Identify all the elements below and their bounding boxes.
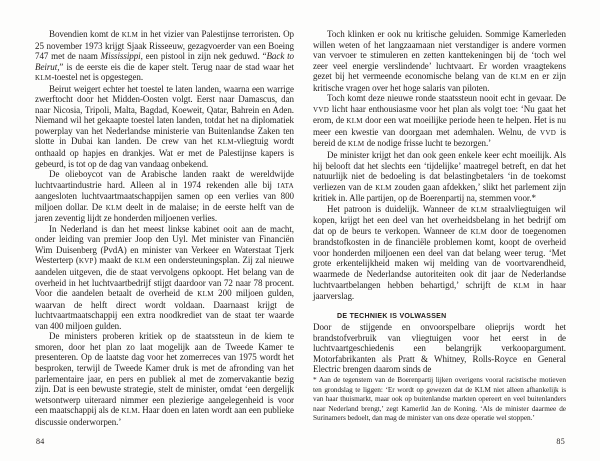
footnote: * Aan de tegenstem van de Boerenpartij lijken overigens vooral racistische motieven ten grondslag te liggen: ‘Er wordt op gewezen dat de KLM niet alleen afhankelijk is van haar thuismarkt, maar ook op buitenlandse markten opereert en veel buitenlanders naar Nederland brengt,’ zegt Kamerlid Jan de Koning. ‘Als de minister daarmee de Surinamers bedoelt, dan mag de minister van ons deze operatie wel stoppen.’ [313, 375, 566, 423]
paragraph: Door de stijgende en onvoorspelbare olieprijs wordt het brandstofverbruik van vliegtuigen voor het eerst in de luchtvaartgeschiedenis een belangrijk verkoopargument. Motorfabrikanten als Pratt & Whitney, Rolls-Royce en General Electric brengen daarom sinds de [313, 322, 566, 375]
page-right [300, 0, 600, 461]
page-number-right: 85 [556, 437, 565, 446]
paragraph: De minister krijgt het dan ook geen enkele keer echt moeilijk. Als hij belooft dat het slechts een ‘tijdelijke’ maatregel betreft, en dat het natuurlijk niet de bedoeling is dat belastingbetalers ‘in de toekomst verliezen van de KLM zouden gaan afdekken,’ slikt het parlement zijn kritiek in. Alle partijen, op de Boerenpartij na, stemmen voor.* [313, 150, 566, 204]
page-number-left: 84 [36, 437, 45, 446]
paragraph: Het patroon is duidelijk. Wanneer de KLM straalvliegtuigen wil kopen, krijgt het een deel van het overheidsbelang in het bedrijf om dat op de beurs te verkopen. Wanneer de KLM door de toegenomen brandstofkosten in de financiële problemen komt, koopt de overheid voor honderden miljoenen een deel van dat belang weer terug. ‘Met grote erkentelijkheid maken wij melding van de voortvarendheid, waarmede de Nederlandse autoriteiten ook dit jaar de Nederlandse luchtvaartbelangen hebben behartigd,’ schrijft de KLM in haar jaarverslag. [313, 203, 566, 302]
paragraph: De ministers proberen kritiek op de staatssteun in de kiem te smoren, door het plan zo laat mogelijk aan de Tweede Kamer te presenteren. Op de laatste dag voor het zomerreces van 1975 wordt het besproken, terwijl de Tweede Kamer druk is met de afronding van het parlementaire jaar, en pers en publiek al met de zomervakantie bezig zijn. Dat is een bewuste strategie, stelt de minister, omdat ‘een dergelijk wetsontwerp uiteraard nimmer een plezierige aangelegenheid is voor een maatschappij als de KLM. Haar doen en laten wordt aan een publieke discussie onderworpen.’ [35, 331, 294, 427]
paragraph: Bovendien komt de KLM in het vizier van Palestijnse terroristen. Op 25 november 1973 krijgt Sjaak Risseeuw, gezagvoerder van een Boeing 747 met de naam Mississippi, een pistool in zijn nek geduwd. “Back to Beirut,” is de eerste eis die de kaper stelt. Terug naar de stad waar het KLM-toestel net is opgestegen. [35, 29, 294, 83]
left-text-column [35, 29, 294, 427]
paragraph: Toch klinken er ook nu kritische geluiden. Sommige Kamerleden willen weten of het langzaamaan niet verstandiger is andere vormen van vervoer te stimuleren en zetten kanttekeningen bij de ‘toch wel zeer veel energie verslindende’ luchtvaart. Er worden vraagtekens gezet bij het vermeende economische belang van de KLM en er zijn kritische vragen over het hoge salaris van piloten. [313, 29, 566, 93]
paragraph: Beirut weigert echter het toestel te laten landen, waarna een warrige zwerftocht door het Midden-Oosten volgt. Eerst naar Damascus, dan naar Nicosia, Tripoli, Malta, Bagdad, Koeweit, Qatar, Bahrein en Aden. Niemand wil het gekaapte toestel laten landen, totdat het na diplomatiek powerplay van het Nederlandse ministerie van Buitenlandse Zaken ten slotte in Dubai kan landen. De crew van het KLM-vliegtuig wordt onthaald op hapjes en drankjes. Wat er met de Palestijnse kapers is gebeurd, is tot op de dag van vandaag onbekend. [35, 83, 294, 169]
right-text-column [313, 29, 566, 375]
section-heading: DE TECHNIEK IS VOLWASSEN [337, 312, 447, 320]
paragraph: Toch komt deze nieuwe ronde staatssteun nooit echt in gevaar. De VVD licht haar enthousiasme voor het plan als volgt toe: ‘Nu gaat het erom, de KLM door een wat moeilijke periode heen te helpen. Het is nu meer een kwestie van doorgaan met ademhalen. Welnu, de VVD is bereid de KLM de nodige frisse lucht te bezorgen.’ [313, 93, 566, 149]
paragraph: In Nederland is dan het meest linkse kabinet ooit aan de macht, onder leiding van premier Joop den Uyl. Met minister van Financiën Wim Duisenberg (PvdA) en minister van Verkeer en Waterstaat Tjerk Westerterp (KVP) maakt de KLM een ondersteuningsplan. Zij zal nieuwe aandelen uitgeven, die de staat vervolgens opkoopt. Het belang van de overheid in het luchtvaartbedrijf stijgt daardoor van 72 naar 78 procent. Voor die aandelen betaalt de overheid de KLM 200 miljoen gulden, waarvan de helft direct wordt voldaan. Daarnaast krijgt de luchtvaartmaatschappij een extra noodkrediet van de staat ter waarde van 400 miljoen gulden. [35, 223, 294, 331]
paragraph: De olieboycot van de Arabische landen raakt de wereldwijde luchtvaartindustrie hard. Alleen al in 1974 rekenden alle bij IATA aangesloten luchtvaartmaatschappijen samen op een verlies van 800 miljoen dollar. De KLM deelt in de malaise; in de eerste helft van de jaren zeventig lijdt ze honderden miljoenen verlies. [35, 169, 294, 224]
